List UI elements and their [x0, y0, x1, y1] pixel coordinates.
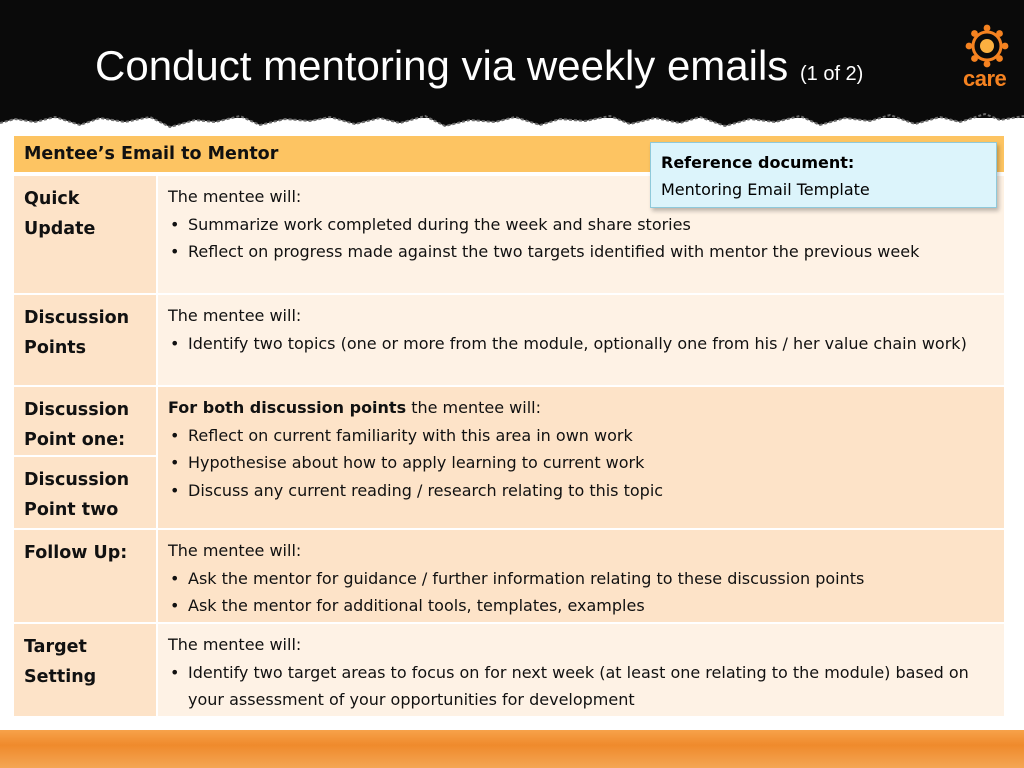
row-label: Discussion Point one:	[14, 387, 156, 455]
row-intro-bold: For both discussion points	[168, 398, 407, 417]
row-intro: The mentee will:	[168, 541, 302, 560]
table-row	[14, 387, 1004, 528]
title-suffix: (1 of 2)	[799, 63, 864, 85]
title-main: Conduct mentoring via weekly emails	[95, 42, 789, 89]
bullet-list	[168, 565, 994, 620]
row-intro-text: the mentee will:	[406, 398, 541, 417]
row-intro	[168, 394, 994, 422]
row-label: Follow Up:	[14, 530, 156, 622]
row-content	[158, 387, 1004, 528]
bullet-item: • Ask the mentor for additional tools, templates, examples	[168, 592, 994, 620]
row-label: Discussion Points	[14, 295, 156, 385]
bullet-item: • Reflect on current familiarity with this area in own work	[168, 422, 994, 450]
bullet-list	[168, 330, 994, 358]
care-logo-text: care	[963, 66, 1007, 91]
row-label-secondary: Discussion Point two	[14, 457, 156, 528]
row-intro: The mentee will:	[168, 635, 302, 654]
bullet-item: • Identify two target areas to focus on for next week (at least one relating to the module) based on your assessment of your opportunities for development	[168, 659, 994, 714]
row-label: Target Setting	[14, 624, 156, 716]
bullet-item: • Hypothesise about how to apply learning to current work	[168, 449, 994, 477]
row-intro: The mentee will:	[168, 306, 302, 325]
row-intro: The mentee will:	[168, 187, 302, 206]
bullet-item: • Discuss any current reading / research relating to this topic	[168, 477, 994, 505]
bullet-item: • Identify two topics (one or more from the module, optionally one from his / her value chain work)	[168, 330, 994, 358]
reference-callout	[650, 142, 997, 208]
table-row	[14, 295, 1004, 385]
bullet-item: • Summarize work completed during the week and share stories	[168, 211, 994, 239]
table-row	[14, 530, 1004, 622]
reference-document-name: Mentoring Email Template	[661, 180, 870, 199]
mentoring-table	[14, 136, 1004, 716]
row-content	[158, 295, 1004, 385]
bullet-item: • Ask the mentor for guidance / further information relating to these discussion points	[168, 565, 994, 593]
bullet-list	[168, 211, 994, 266]
slide-title	[95, 40, 863, 100]
table-row	[14, 624, 1004, 716]
row-label: Quick Update	[14, 176, 156, 293]
row-content	[158, 624, 1004, 716]
footer-band	[0, 730, 1024, 768]
bullet-list	[168, 422, 994, 505]
bullet-item: • Reflect on progress made against the two targets identified with mentor the previous week	[168, 238, 994, 266]
row-content	[158, 530, 1004, 622]
torn-edge-decoration	[0, 100, 1024, 132]
bullet-list	[168, 659, 994, 714]
table-header-text: Mentee’s Email to Mentor	[24, 144, 279, 164]
reference-heading: Reference document:	[661, 153, 855, 172]
